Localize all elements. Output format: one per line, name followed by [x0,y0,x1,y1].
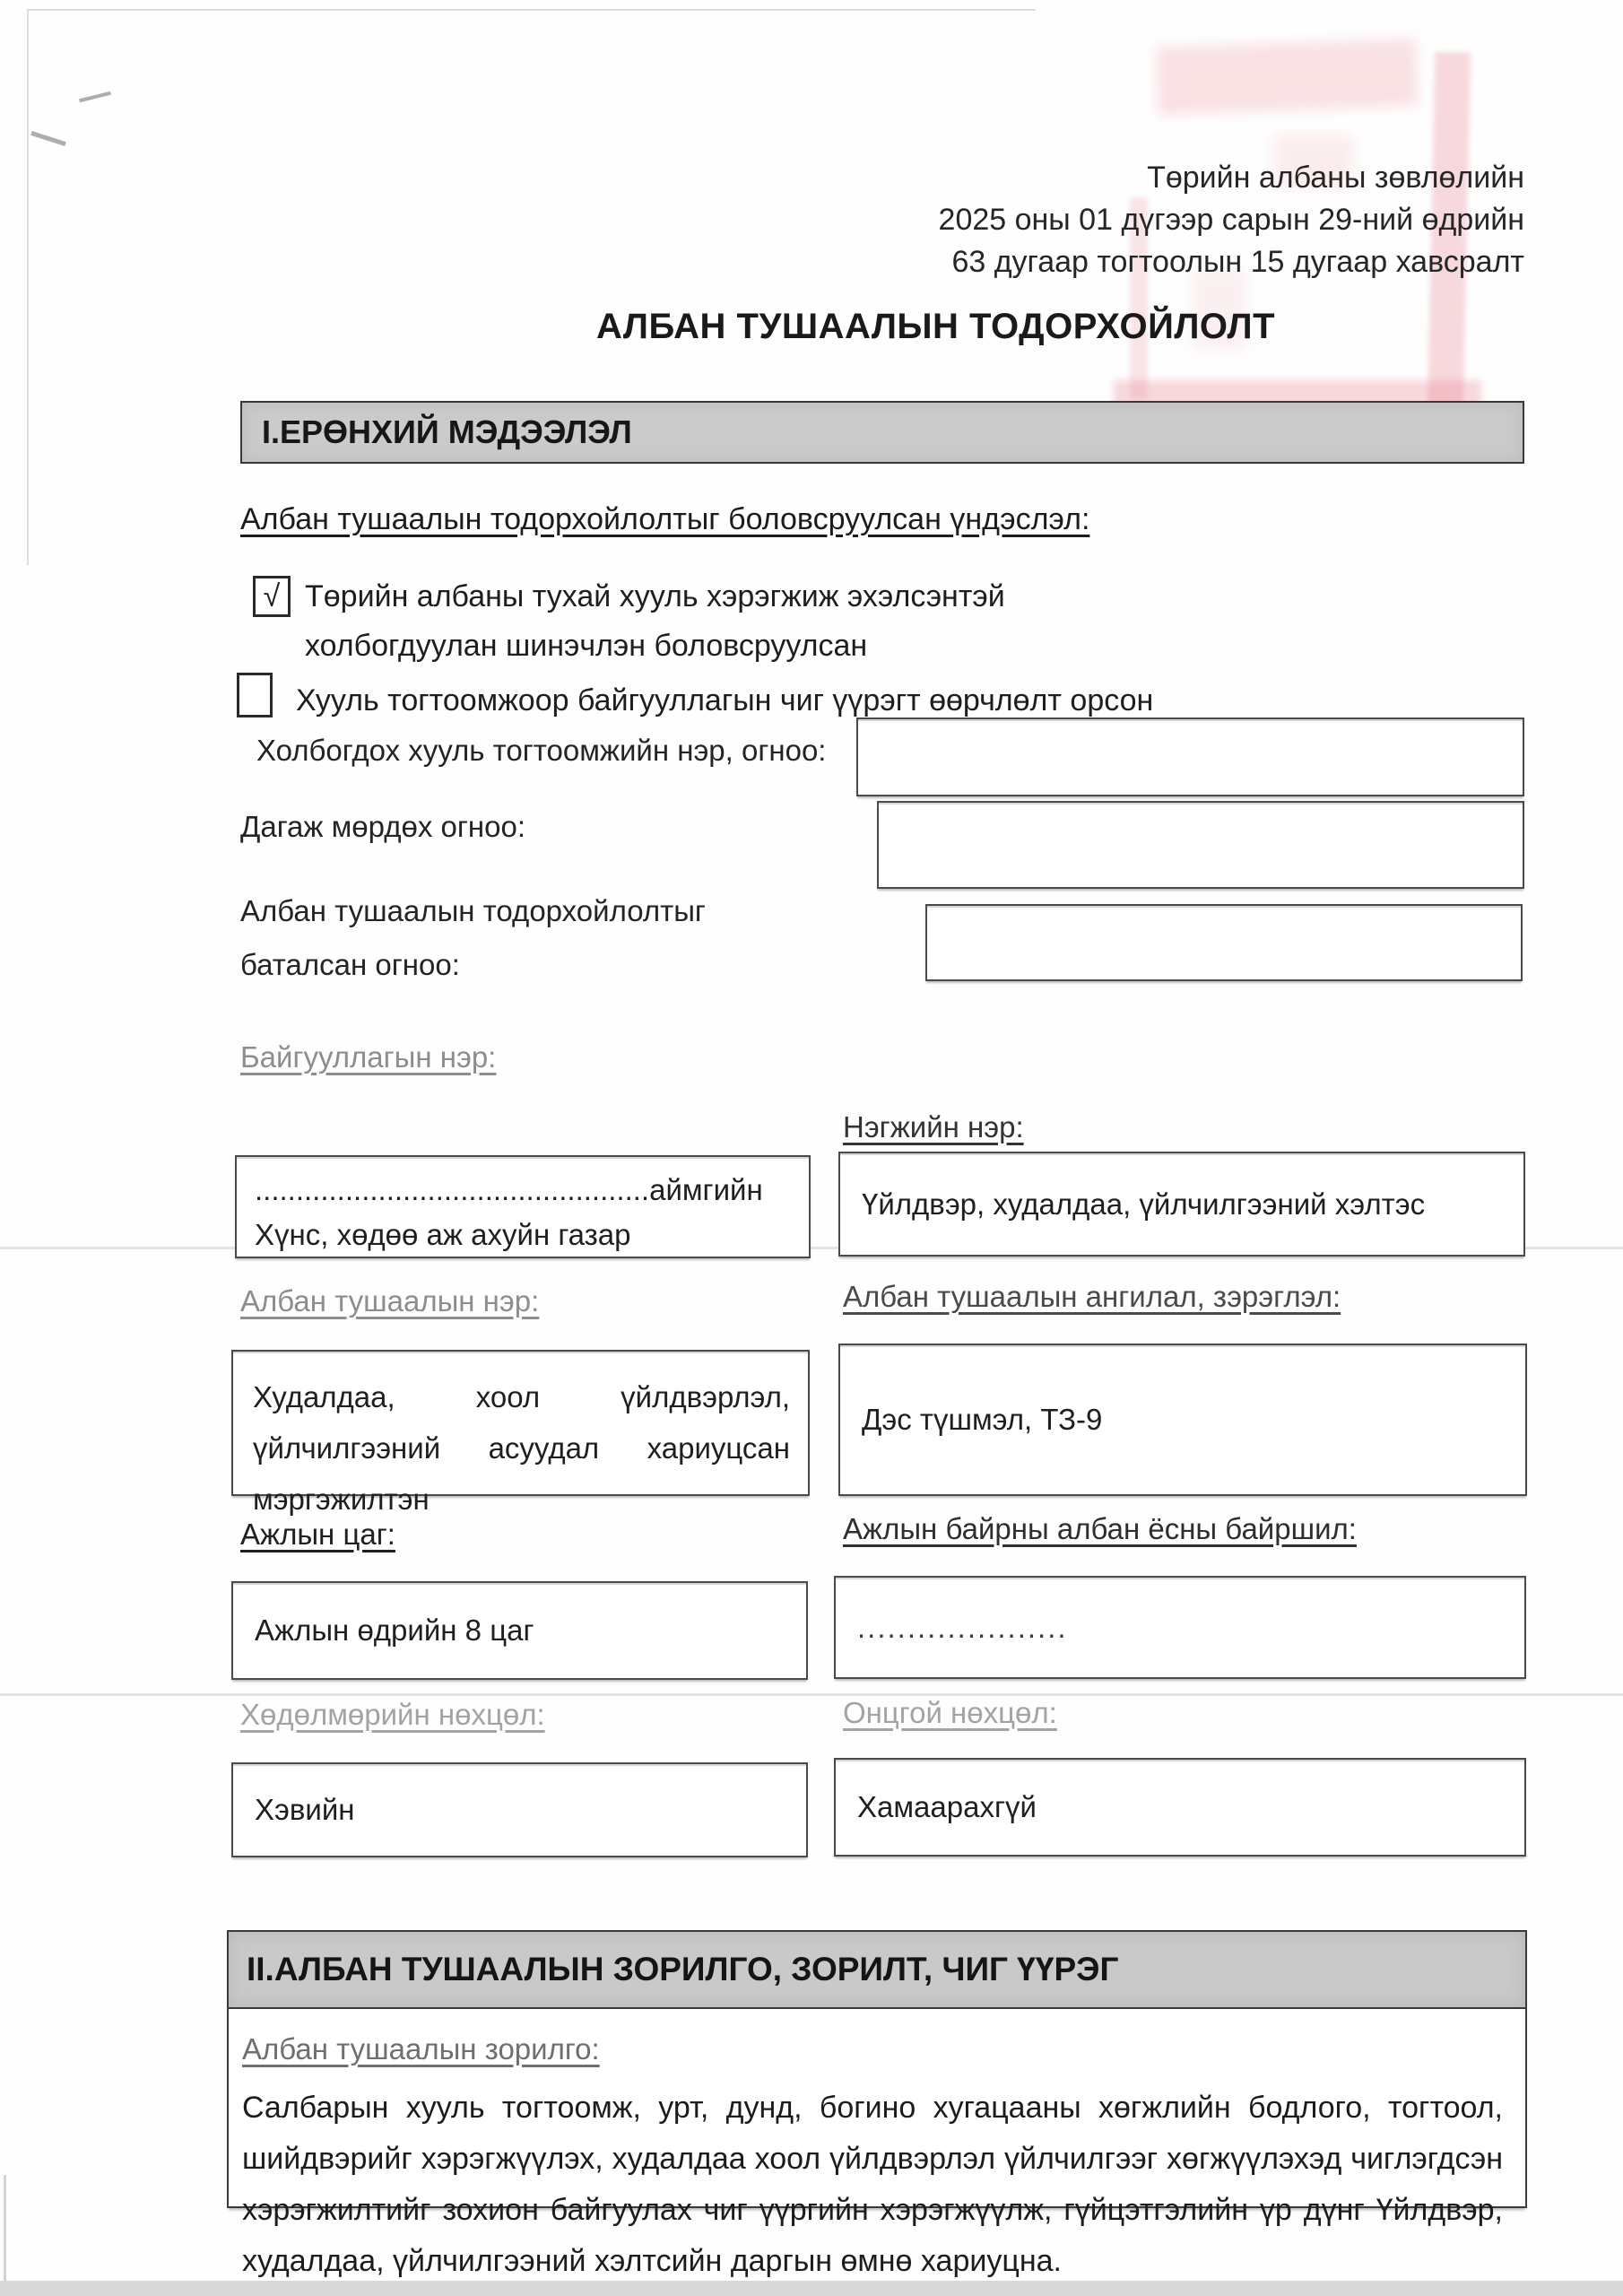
special-conditions-box[interactable] [834,1758,1526,1857]
approved-date-label: Албан тушаалын тодорхойлолтыг баталсан огноо: [240,894,706,981]
scan-edge-top [27,9,1036,11]
work-hours-box[interactable] [231,1581,808,1680]
work-location-label: Ажлын байрны албан ёсны байршил: [843,1512,1357,1545]
section-1-heading: I.ЕРӨНХИЙ МЭДЭЭЛЭЛ [262,413,632,450]
position-name-box[interactable] [231,1350,810,1516]
scan-edge-bottom-left [4,2175,6,2283]
position-purpose-label: Албан тушаалын зорилго: [242,2032,600,2066]
position-name-value: Худалдаа, хоол үйлдвэрлэл, үйлчилгээний асуудал хариуцсан мэргэжилтэн [253,1380,790,1516]
organization-name-line1: ................................................аймгийн [255,1173,763,1206]
unit-name-value: Үйлдвэр, худалдаа, үйлчилгээний хэлтэс [862,1187,1426,1221]
labor-conditions-value: Хэвийн [255,1793,355,1826]
basis-heading: Албан тушаалын тодорхойлолтыг боловсруулсан үндэслэл: [240,502,1090,536]
position-class-label: Албан тушаалын ангилал, зэрэглэл: [843,1280,1341,1313]
unit-name-label: Нэгжийн нэр: [843,1110,1024,1144]
related-law-label: Холбогдох хууль тогтоомжийн нэр, огноо: [256,734,827,767]
organization-name-box[interactable] [235,1155,811,1258]
red-stamp-fragment [1156,39,1418,115]
pencil-mark [30,131,66,146]
checkbox-renewed-label: Төрийн албаны тухай хууль хэрэгжиж эхэлсэнтэй холбогдуулан шинэчлэн боловсруулсан [305,579,1005,663]
section-2-container [227,1930,1527,2278]
follow-date-label: Дагаж мөрдөх огноо: [240,810,526,843]
check-mark: √ [263,578,281,613]
position-class-value: Дэс түшмэл, ТЗ-9 [862,1403,1103,1436]
reference-line: 63 дугаар тогтоолын 15 дугаар хавсралт [951,245,1524,279]
labor-conditions-label: Хөдөлмөрийн нөхцөл: [240,1698,545,1731]
checkbox-renewed[interactable] [253,576,291,617]
position-purpose-text: Салбарын хууль тогтоомж, урт, дунд, богино хугацааны хөгжлийн бодлого, тогтоол, шийдвэрийг хэрэгжүүлэх, худалдаа хоол үйлдвэрлэл үйлчилгээг хөгжүүлэхэд чиглэгдсэн хэрэгжилтийг зохион байгуулах чиг үүргийн хэрэгжүүлж, гүйцэтгэлийн үр дүнг Үйлдвэр, худалдаа, үйлчилгээний хэлтсийн даргын өмнө хариуцна. [242,2091,1503,2278]
pencil-mark [79,91,111,103]
position-name-label: Албан тушаалын нэр: [240,1284,540,1318]
unit-name-box[interactable] [838,1152,1525,1257]
reference-line: Төрийн албаны зөвлөлийн [1147,161,1524,195]
appendix-reference-note [939,157,1524,283]
related-law-input[interactable] [856,718,1524,796]
work-hours-label: Ажлын цаг: [240,1518,395,1551]
organization-name-line2: Хүнс, хөдөө аж ахуйн газар [255,1218,631,1251]
organization-name-label: Байгууллагын нэр: [240,1040,497,1074]
follow-date-input[interactable] [877,801,1524,889]
labor-conditions-box[interactable] [231,1762,808,1857]
reference-line: 2025 оны 01 дүгээр сарын 29-ний өдрийн [938,203,1524,237]
checkbox-law-change[interactable] [237,673,273,718]
position-class-box[interactable] [838,1344,1527,1496]
page-title: АЛБАН ТУШААЛЫН ТОДОРХОЙЛОЛТ [596,307,1276,346]
section-1-header [240,401,1524,464]
section-2-header [229,1932,1525,2009]
work-hours-value: Ажлын өдрийн 8 цаг [255,1613,534,1647]
special-conditions-value: Хамаарахгүй [857,1790,1037,1823]
checkbox-law-change-label: Хууль тогтоомжоор байгууллагын чиг үүрэгт өөрчлөлт орсон [296,683,1154,718]
special-conditions-label: Онцгой нөхцөл: [843,1696,1057,1729]
section-2-heading: II.АЛБАН ТУШААЛЫН ЗОРИЛГО, ЗОРИЛТ, ЧИГ ҮҮРЭГ [247,1951,1119,1987]
work-location-value: ..................... [857,1610,1068,1644]
work-location-box[interactable] [834,1576,1526,1679]
scan-edge-left [27,9,29,565]
approved-date-input[interactable] [925,904,1523,981]
scan-artifact-line [0,1693,1623,1696]
